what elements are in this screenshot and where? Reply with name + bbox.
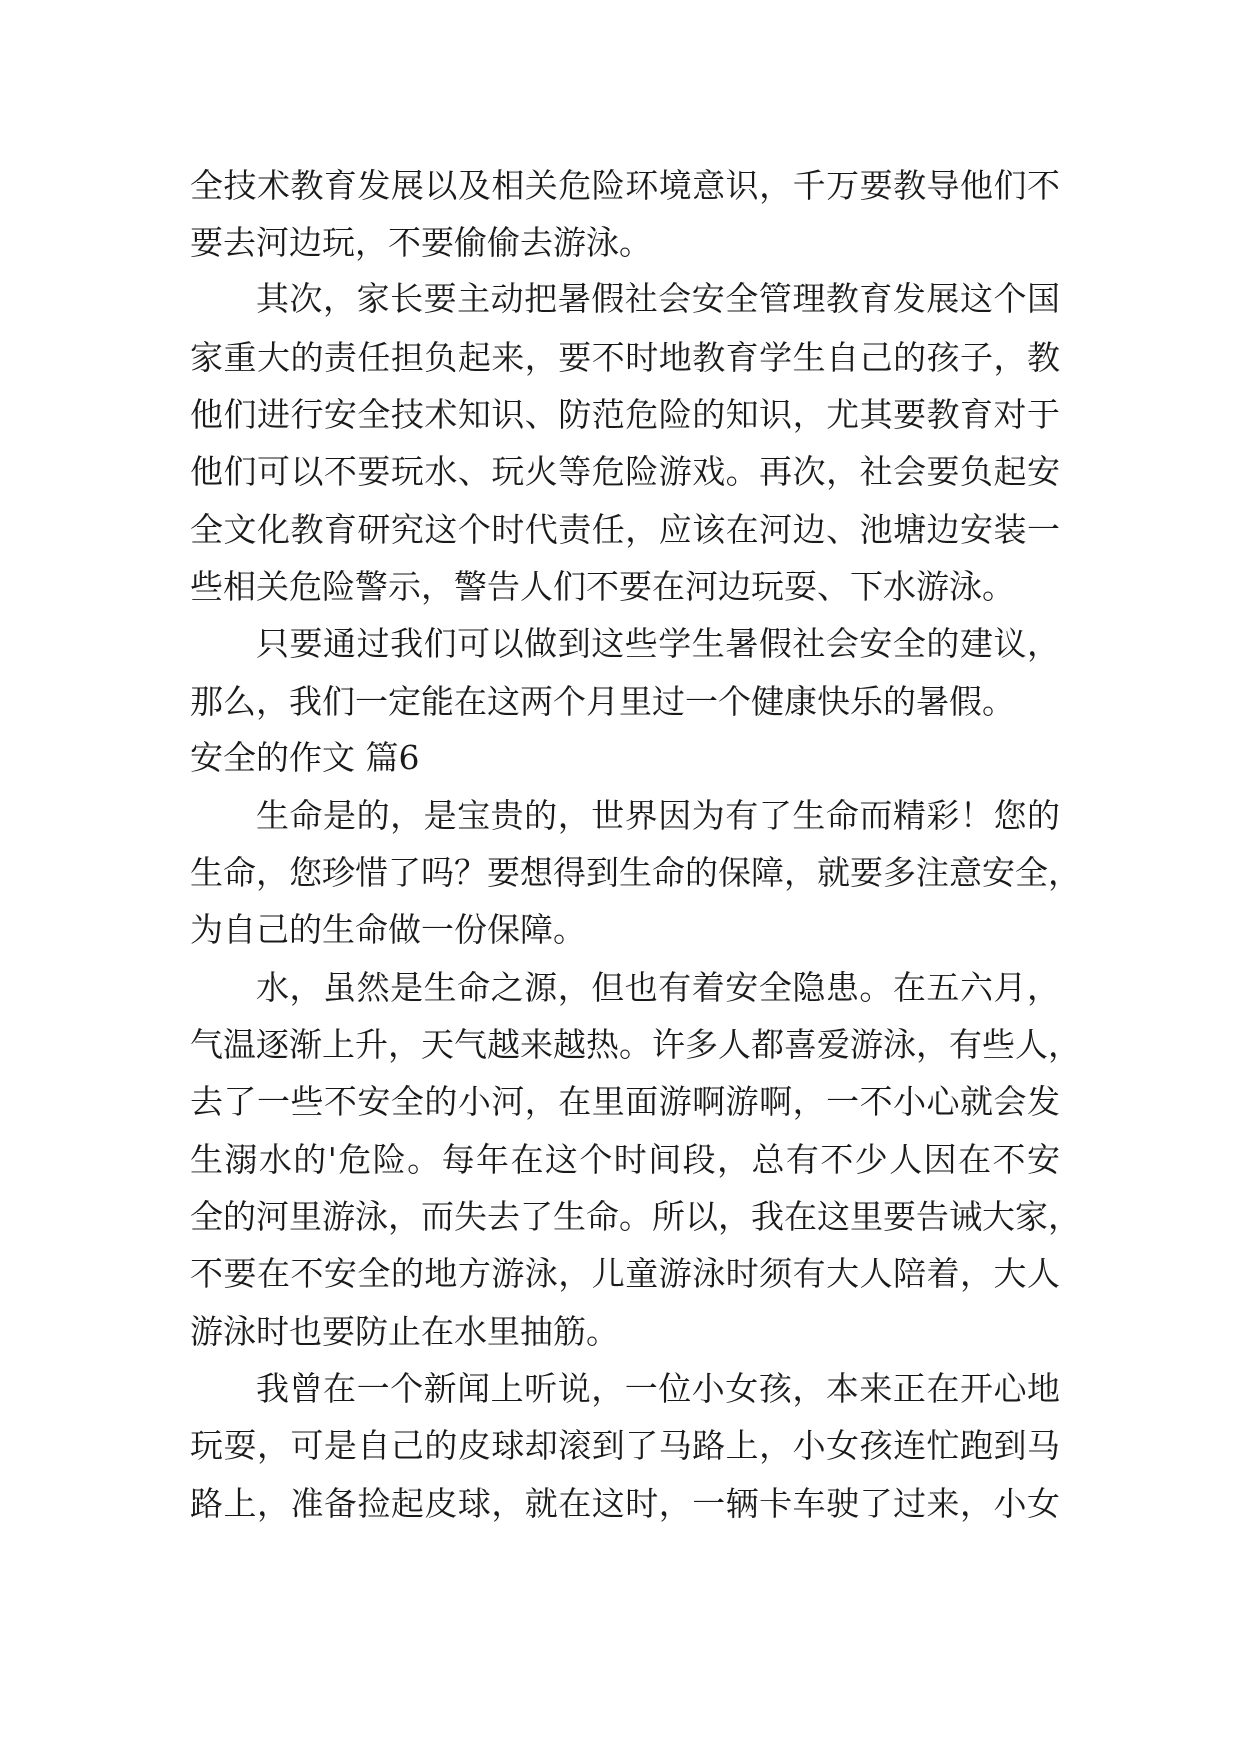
text-line: 家重大的责任担负起来，要不时地教育学生自己的孩子，教 — [190, 338, 1060, 377]
text-line: 全文化教育研究这个时代责任，应该在河边、池塘边安装一 — [190, 510, 1060, 549]
text-line: 去了一些不安全的小河，在里面游啊游啊，一不小心就会发 — [190, 1082, 1060, 1121]
text-line: 为自己的生命做一份保障。 — [190, 910, 586, 949]
text-line: 气温逐渐上升，天气越来越热。许多人都喜爱游泳，有些人， — [190, 1025, 1081, 1064]
text-line: 那么，我们一定能在这两个月里过一个健康快乐的暑假。 — [190, 682, 1015, 721]
text-line: 他们可以不要玩水、玩火等危险游戏。再次，社会要负起安 — [190, 452, 1060, 491]
text-line: 不要在不安全的地方游泳，儿童游泳时须有大人陪着，大人 — [190, 1254, 1060, 1293]
text-line: 生溺水的'危险。每年在这个时间段，总有不少人因在不安 — [190, 1140, 1060, 1179]
text-line: 全的河里游泳，而失去了生命。所以，我在这里要告诫大家， — [190, 1197, 1081, 1236]
text-line: 其次，家长要主动把暑假社会安全管理教育发展这个国 — [256, 279, 1060, 318]
text-line: 生命是的，是宝贵的，世界因为有了生命而精彩！您的 — [256, 796, 1060, 835]
text-line: 全技术教育发展以及相关危险环境意识，千万要教导他们不 — [190, 166, 1060, 205]
text-line: 只要通过我们可以做到这些学生暑假社会安全的建议， — [256, 624, 1060, 663]
text-line: 些相关危险警示，警告人们不要在河边玩耍、下水游泳。 — [190, 567, 1015, 606]
text-line: 我曾在一个新闻上听说，一位小女孩，本来正在开心地 — [256, 1369, 1060, 1408]
text-line: 他们进行安全技术知识、防范危险的知识，尤其要教育对于 — [190, 395, 1060, 434]
section-heading: 安全的作文 篇6 — [190, 738, 420, 777]
text-line: 路上，准备捡起皮球，就在这时，一辆卡车驶了过来，小女 — [190, 1484, 1060, 1523]
text-line: 游泳时也要防止在水里抽筋。 — [190, 1312, 619, 1351]
text-line: 生命，您珍惜了吗？要想得到生命的保障，就要多注意安全， — [190, 853, 1081, 892]
text-line: 要去河边玩，不要偷偷去游泳。 — [190, 223, 652, 262]
text-line: 水，虽然是生命之源，但也有着安全隐患。在五六月， — [256, 968, 1060, 1007]
text-line: 玩耍，可是自己的皮球却滚到了马路上，小女孩连忙跑到马 — [190, 1426, 1060, 1465]
